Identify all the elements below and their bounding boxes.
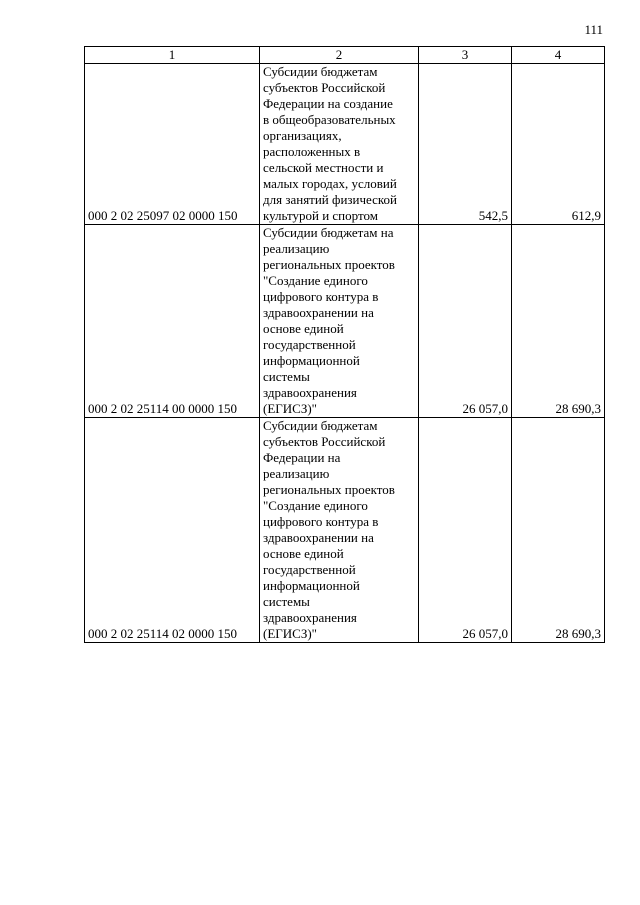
name-line: Федерации на [263,450,341,465]
value-col-4: 28 690,3 [512,418,605,643]
table-row [85,64,605,225]
name-line: для занятий физической [263,192,398,207]
name-line: культурой и спортом [263,208,378,223]
table-row [85,225,605,418]
name-line: региональных проектов [263,257,395,272]
page-number: 111 [584,22,603,37]
value-col-3: 26 057,0 [419,418,512,643]
name-line: сельской местности и [263,160,384,175]
name-line: здравоохранении на [263,530,374,545]
name-line: (ЕГИСЗ)" [263,626,317,641]
name-line: здравоохранения [263,610,357,625]
value-col-4: 612,9 [512,64,605,225]
budget-table [84,46,605,643]
name-line: (ЕГИСЗ)" [263,401,317,416]
name-line: субъектов Российской [263,80,386,95]
header-col-4: 4 [512,47,605,64]
budget-code: 000 2 02 25097 02 0000 150 [85,64,260,225]
name-line: организациях, [263,128,342,143]
name-line: "Создание единого [263,498,368,513]
name-line: основе единой [263,546,344,561]
budget-code: 000 2 02 25114 00 0000 150 [85,225,260,418]
name-line: цифрового контура в [263,289,379,304]
budget-item-name [260,418,419,643]
value-col-3: 26 057,0 [419,225,512,418]
name-line: здравоохранения [263,385,357,400]
name-line: государственной [263,562,356,577]
name-line: информационной [263,353,360,368]
value-col-4: 28 690,3 [512,225,605,418]
name-line: реализацию [263,466,330,481]
header-col-3: 3 [419,47,512,64]
name-line: основе единой [263,321,344,336]
name-line: государственной [263,337,356,352]
name-line: Субсидии бюджетам на [263,225,394,240]
name-line: расположенных в [263,144,361,159]
name-line: информационной [263,578,360,593]
value-col-3: 542,5 [419,64,512,225]
name-line: здравоохранении на [263,305,374,320]
name-line: "Создание единого [263,273,368,288]
name-line: реализацию [263,241,330,256]
header-col-1: 1 [85,47,260,64]
budget-item-name [260,64,419,225]
name-line: субъектов Российской [263,434,386,449]
name-line: цифрового контура в [263,514,379,529]
name-line: в общеобразовательных [263,112,396,127]
name-line: системы [263,594,310,609]
name-line: Субсидии бюджетам [263,64,378,79]
budget-item-name [260,225,419,418]
header-col-2: 2 [260,47,419,64]
name-line: системы [263,369,310,384]
header-row [85,47,605,64]
name-line: Федерации на создание [263,96,393,111]
name-line: малых городах, условий [263,176,397,191]
name-line: региональных проектов [263,482,395,497]
name-line: Субсидии бюджетам [263,418,378,433]
table-row [85,418,605,643]
budget-code: 000 2 02 25114 02 0000 150 [85,418,260,643]
